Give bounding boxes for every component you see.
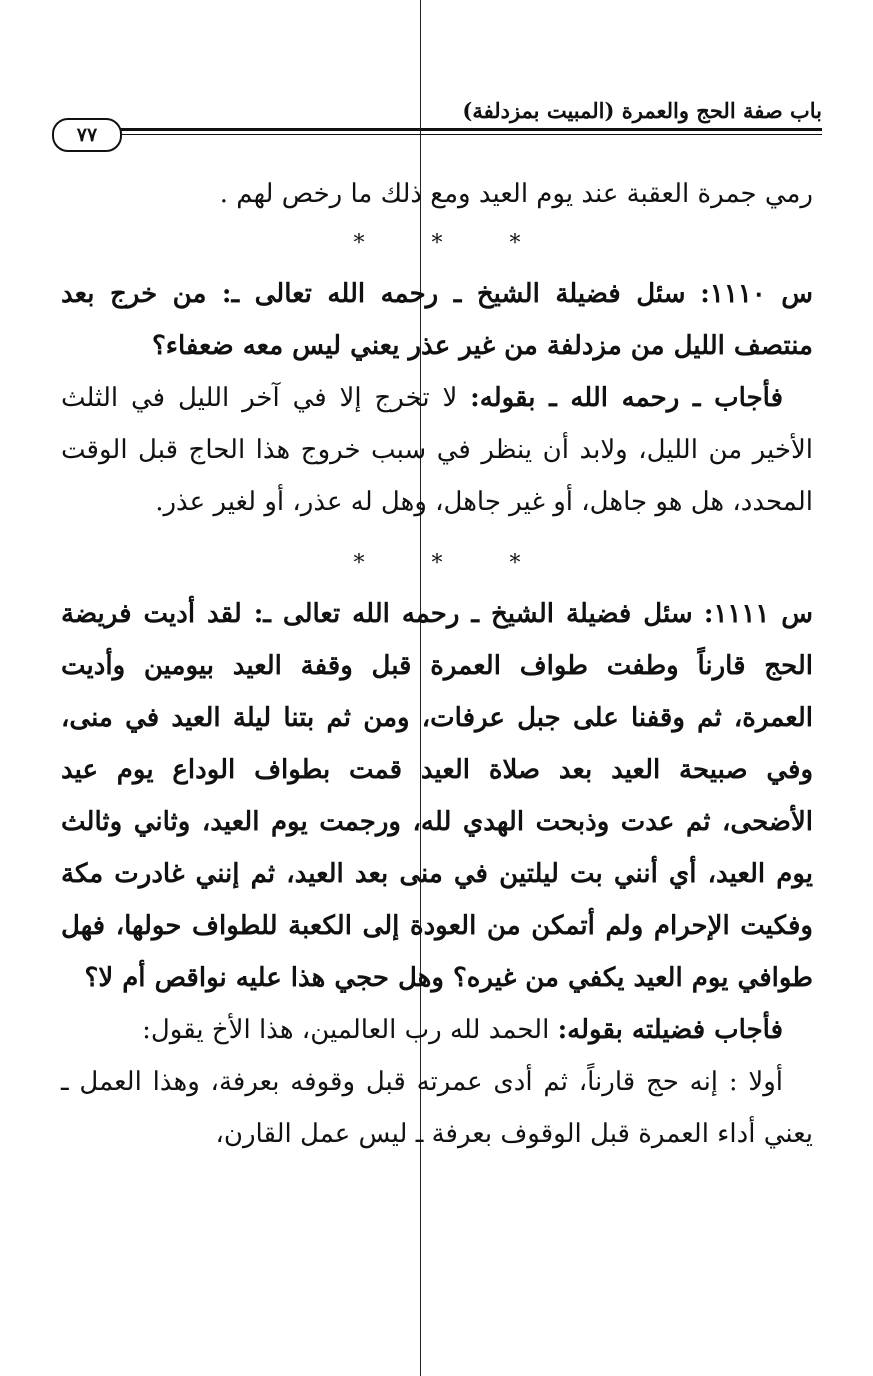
section-separator: * * * xyxy=(353,551,551,576)
page-body xyxy=(61,168,813,1160)
point-label: أولا : xyxy=(728,1067,783,1097)
question-number: س ١١١١: xyxy=(703,599,814,629)
chapter-title: باب صفة الحج والعمرة (المبيت بمزدلفة) xyxy=(462,98,822,123)
header-rule-thin xyxy=(112,134,822,135)
question-1111 xyxy=(61,588,813,1004)
header-rule xyxy=(112,128,822,131)
point-text: إنه حج قارناً، ثم أدى عمرته قبل وقوفه بعرفة، وهذا العمل ـ يعني أداء العمرة قبل الوقوف بعرفة ـ ليس عمل القارن، xyxy=(61,1067,813,1149)
page-number: ٧٧ xyxy=(52,118,122,152)
section-separator: * * * xyxy=(353,231,551,256)
answer-text: لا تخرج إلا في آخر الليل في الثلث الأخير من الليل، ولابد أن ينظر في سبب خروج هذا الحاج قبل الوقت المحدد، هل هو جاهل، أو غير جاهل، وهل له عذر، أو لغير عذر. xyxy=(61,383,813,517)
page-header xyxy=(52,98,822,146)
intro-line: رمي جمرة العقبة عند يوم العيد ومع ذلك ما رخص لهم . xyxy=(219,179,813,209)
answer-point-1 xyxy=(61,1056,813,1160)
answer-label: فأجاب فضيلته بقوله: xyxy=(557,1015,783,1045)
question-1110 xyxy=(61,268,813,372)
answer-text: الحمد لله رب العالمين، هذا الأخ يقول: xyxy=(142,1015,550,1045)
answer-1110 xyxy=(61,372,813,528)
answer-1111 xyxy=(61,1004,813,1056)
question-text: سئل فضيلة الشيخ ـ رحمه الله تعالى ـ: لقد أديت فريضة الحج قارناً وطفت طواف العمرة قبل وقفة العيد بيومين وأديت العمرة، ثم وقفنا على جبل عرفات، ومن ثم بتنا ليلة العيد في منى، وفي صبيحة العيد بعد صلاة العيد قمت بطواف الوداع يوم عيد الأضحى، ثم عدت وذبحت الهدي لله، ورجمت يوم العيد، وثاني وثالث يوم العيد، أي أنني بت ليلتين في منى بعد العيد، ثم إنني غادرت مكة وفكيت الإحرام ولم أتمكن من العودة إلى الكعبة للطواف حولها، فهل طوافي يوم العيد يكفي من غيره؟ وهل حجي هذا عليه نواقص أم لا؟ xyxy=(61,599,813,993)
answer-label: فأجاب ـ رحمه الله ـ بقوله: xyxy=(470,383,784,413)
question-number: س ١١١٠: xyxy=(700,279,813,309)
question-text: سئل فضيلة الشيخ ـ رحمه الله تعالى ـ: من خرج بعد منتصف الليل من مزدلفة من غير عذر يعني ليس معه ضعفاء؟ xyxy=(61,279,813,361)
